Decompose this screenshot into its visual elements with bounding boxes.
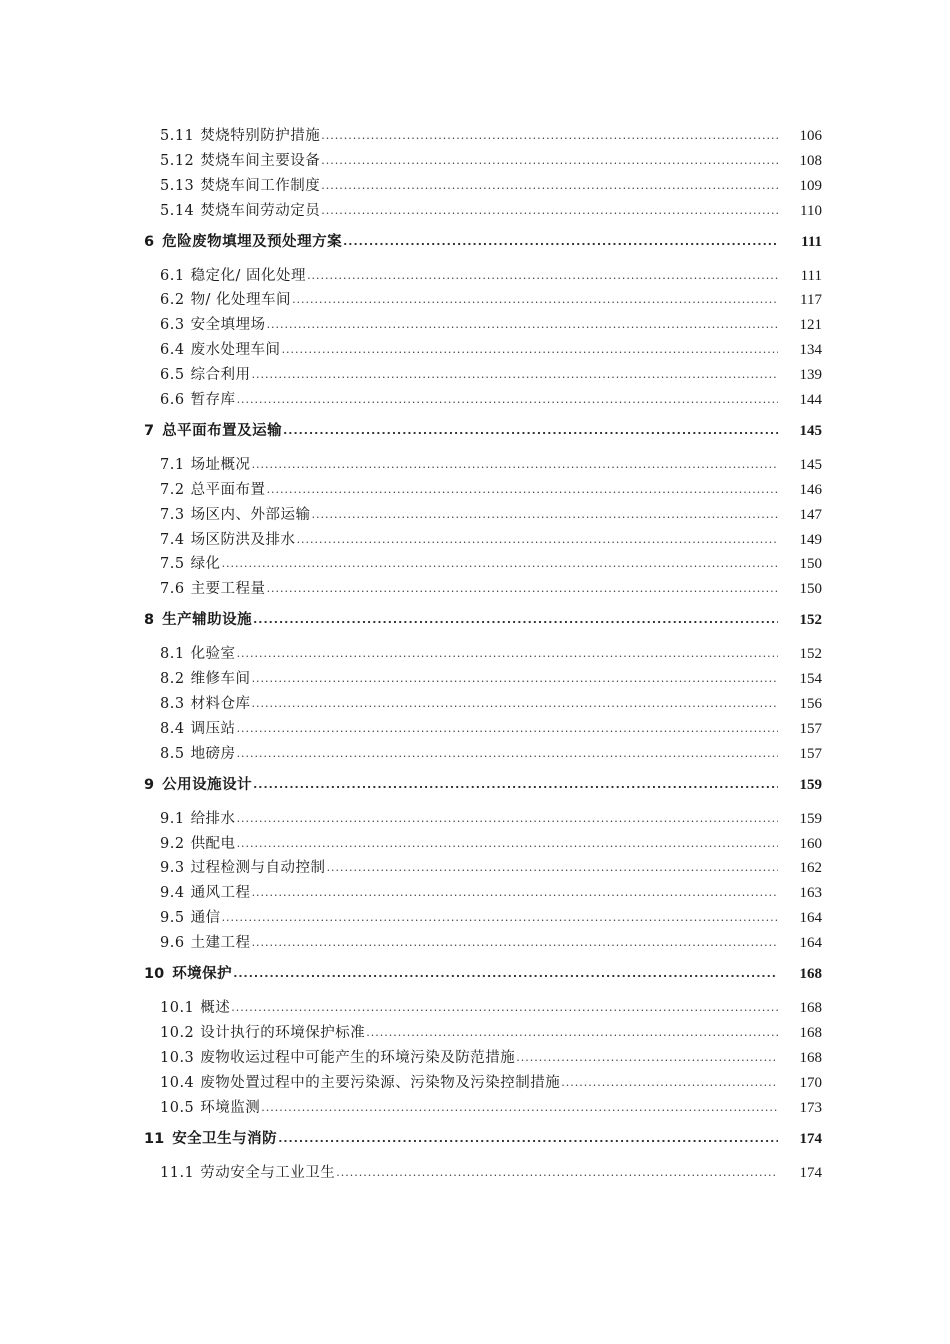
toc-subsection-entry[interactable] bbox=[144, 642, 822, 667]
toc-entry-title: 维修车间 bbox=[190, 671, 251, 688]
toc-entry-page-number: 164 bbox=[799, 935, 822, 952]
toc-entry-page-number: 108 bbox=[799, 152, 822, 169]
toc-entry-number: 10.3 bbox=[160, 1049, 195, 1066]
toc-subsection-entry[interactable] bbox=[144, 1021, 822, 1046]
dot-leader bbox=[278, 1128, 778, 1143]
toc-subsection-entry[interactable] bbox=[144, 453, 822, 478]
toc-entry-page-number: 144 bbox=[799, 392, 822, 409]
toc-entry-page-number: 170 bbox=[799, 1074, 822, 1091]
dot-leader bbox=[307, 265, 778, 280]
toc-entry-number: 8.5 bbox=[160, 745, 185, 762]
toc-entry-page-number: 152 bbox=[799, 646, 822, 663]
toc-entry-number: 10.1 bbox=[160, 1000, 195, 1017]
toc-entry-title: 场区防洪及排水 bbox=[190, 531, 296, 548]
toc-entry-title: 环境保护 bbox=[172, 966, 233, 983]
toc-entry-title: 化验室 bbox=[190, 646, 236, 663]
dot-leader bbox=[282, 340, 778, 355]
toc-entry-number: 8 bbox=[144, 612, 155, 629]
toc-entry-title: 给排水 bbox=[190, 810, 236, 827]
dot-leader bbox=[252, 694, 778, 709]
toc-entry-number: 7.3 bbox=[160, 506, 185, 523]
dot-leader bbox=[321, 126, 778, 141]
toc-subsection-entry[interactable] bbox=[144, 832, 822, 857]
dot-leader bbox=[297, 529, 778, 544]
toc-entry-title: 总平面布置及运输 bbox=[162, 422, 283, 439]
toc-entry-page-number: 147 bbox=[799, 506, 822, 523]
toc-entry-number: 9.3 bbox=[160, 860, 185, 877]
toc-entry-number: 9.2 bbox=[160, 835, 185, 852]
table-of-contents bbox=[144, 124, 822, 1185]
toc-entry-number: 5.14 bbox=[160, 202, 195, 219]
dot-leader bbox=[237, 644, 778, 659]
toc-section-entry[interactable] bbox=[144, 962, 822, 990]
dot-leader bbox=[237, 833, 778, 848]
toc-section-entry[interactable] bbox=[144, 1127, 822, 1155]
dot-leader bbox=[252, 883, 778, 898]
toc-subsection-entry[interactable] bbox=[144, 996, 822, 1021]
toc-entry-title: 暂存库 bbox=[190, 392, 236, 409]
toc-subsection-entry[interactable] bbox=[144, 363, 822, 388]
toc-entry-page-number: 110 bbox=[800, 202, 822, 219]
toc-entry-number: 11 bbox=[144, 1130, 165, 1147]
toc-subsection-entry[interactable] bbox=[144, 931, 822, 956]
toc-entry-page-number: 157 bbox=[799, 745, 822, 762]
toc-entry-title: 焚烧车间主要设备 bbox=[200, 152, 321, 169]
dot-leader bbox=[222, 554, 778, 569]
toc-section-entry[interactable] bbox=[144, 773, 822, 801]
toc-entry-page-number: 159 bbox=[799, 776, 822, 793]
toc-entry-title: 总平面布置 bbox=[190, 481, 266, 498]
toc-entry-page-number: 168 bbox=[799, 1000, 822, 1017]
toc-section-entry[interactable] bbox=[144, 419, 822, 447]
toc-entry-title: 综合利用 bbox=[190, 367, 251, 384]
toc-entry-page-number: 121 bbox=[799, 317, 822, 334]
toc-entry-number: 9.4 bbox=[160, 885, 185, 902]
toc-entry-page-number: 163 bbox=[799, 885, 822, 902]
toc-subsection-entry[interactable] bbox=[144, 174, 822, 199]
toc-entry-page-number: 173 bbox=[799, 1099, 822, 1116]
toc-entry-title: 废水处理车间 bbox=[190, 342, 281, 359]
toc-entry-page-number: 160 bbox=[799, 835, 822, 852]
toc-entry-number: 6 bbox=[144, 233, 155, 250]
dot-leader bbox=[233, 964, 778, 979]
toc-entry-title: 物/ 化处理车间 bbox=[190, 292, 292, 309]
toc-entry-title: 危险废物填埋及预处理方案 bbox=[162, 233, 343, 250]
dot-leader bbox=[321, 175, 778, 190]
toc-entry-title: 焚烧车间工作制度 bbox=[200, 177, 321, 194]
toc-entry-number: 10.5 bbox=[160, 1099, 195, 1116]
toc-subsection-entry[interactable] bbox=[144, 1071, 822, 1096]
toc-entry-page-number: 157 bbox=[799, 720, 822, 737]
toc-entry-title: 安全填埋场 bbox=[190, 317, 266, 334]
toc-subsection-entry[interactable] bbox=[144, 692, 822, 717]
toc-entry-title: 废物处置过程中的主要污染源、污染物及污染控制措施 bbox=[200, 1074, 561, 1091]
toc-subsection-entry[interactable] bbox=[144, 807, 822, 832]
toc-entry-page-number: 149 bbox=[799, 531, 822, 548]
toc-entry-title: 废物收运过程中可能产生的环境污染及防范措施 bbox=[200, 1049, 516, 1066]
dot-leader bbox=[231, 998, 778, 1013]
dot-leader bbox=[252, 933, 778, 948]
toc-subsection-entry[interactable] bbox=[144, 1096, 822, 1121]
toc-entry-number: 7 bbox=[144, 422, 155, 439]
toc-entry-number: 6.5 bbox=[160, 367, 185, 384]
toc-entry-number: 5.11 bbox=[160, 128, 195, 144]
toc-entry-page-number: 162 bbox=[799, 860, 822, 877]
toc-entry-page-number: 106 bbox=[799, 128, 822, 144]
toc-subsection-entry[interactable] bbox=[144, 1046, 822, 1071]
dot-leader bbox=[561, 1072, 778, 1087]
toc-entry-title: 概述 bbox=[200, 1000, 231, 1017]
dot-leader bbox=[252, 365, 778, 380]
dot-leader bbox=[267, 579, 778, 594]
toc-entry-page-number: 145 bbox=[799, 422, 822, 439]
toc-entry-title: 公用设施设计 bbox=[162, 776, 253, 793]
toc-entry-number: 7.4 bbox=[160, 531, 185, 548]
toc-entry-number: 10.4 bbox=[160, 1074, 195, 1091]
toc-entry-title: 环境监测 bbox=[200, 1099, 261, 1116]
toc-entry-page-number: 109 bbox=[799, 177, 822, 194]
toc-entry-page-number: 174 bbox=[799, 1130, 822, 1147]
toc-entry-page-number: 150 bbox=[799, 556, 822, 573]
toc-entry-page-number: 168 bbox=[799, 966, 822, 983]
toc-entry-page-number: 111 bbox=[800, 267, 822, 284]
dot-leader bbox=[292, 290, 778, 305]
toc-entry-number: 10.2 bbox=[160, 1024, 195, 1041]
toc-entry-title: 主要工程量 bbox=[190, 581, 266, 598]
toc-entry-page-number: 146 bbox=[799, 481, 822, 498]
toc-entry-title: 通信 bbox=[190, 910, 221, 927]
toc-entry-page-number: 145 bbox=[799, 456, 822, 473]
toc-entry-title: 材料仓库 bbox=[190, 696, 251, 713]
toc-subsection-entry[interactable] bbox=[144, 313, 822, 338]
toc-entry-title: 场址概况 bbox=[190, 456, 251, 473]
toc-entry-number: 6.4 bbox=[160, 342, 185, 359]
toc-entry-number: 9.1 bbox=[160, 810, 185, 827]
toc-subsection-entry[interactable] bbox=[144, 149, 822, 174]
toc-entry-page-number: 174 bbox=[799, 1164, 822, 1181]
dot-leader bbox=[237, 743, 778, 758]
dot-leader bbox=[237, 390, 778, 405]
toc-subsection-entry[interactable] bbox=[144, 338, 822, 363]
toc-subsection-entry[interactable] bbox=[144, 1161, 822, 1186]
toc-entry-number: 10 bbox=[144, 966, 165, 983]
toc-entry-page-number: 168 bbox=[799, 1049, 822, 1066]
toc-entry-title: 土建工程 bbox=[190, 935, 251, 952]
toc-entry-title: 绿化 bbox=[190, 556, 221, 573]
dot-leader bbox=[222, 908, 778, 923]
toc-entry-title: 调压站 bbox=[190, 720, 236, 737]
toc-entry-page-number: 152 bbox=[799, 612, 822, 629]
toc-entry-page-number: 111 bbox=[801, 233, 822, 250]
toc-entry-number: 9.5 bbox=[160, 910, 185, 927]
toc-entry-page-number: 164 bbox=[799, 910, 822, 927]
dot-leader bbox=[321, 150, 778, 165]
toc-subsection-entry[interactable] bbox=[144, 906, 822, 931]
toc-entry-page-number: 150 bbox=[799, 581, 822, 598]
toc-subsection-entry[interactable] bbox=[144, 388, 822, 413]
toc-subsection-entry[interactable] bbox=[144, 667, 822, 692]
toc-section-entry[interactable] bbox=[144, 230, 822, 258]
toc-entry-page-number: 156 bbox=[799, 696, 822, 713]
toc-subsection-entry[interactable] bbox=[144, 199, 822, 224]
dot-leader bbox=[261, 1097, 778, 1112]
toc-subsection-entry[interactable] bbox=[144, 124, 822, 149]
toc-entry-page-number: 139 bbox=[799, 367, 822, 384]
toc-entry-number: 7.1 bbox=[160, 456, 185, 473]
toc-entry-number: 8.4 bbox=[160, 720, 185, 737]
toc-entry-title: 地磅房 bbox=[190, 745, 236, 762]
toc-entry-number: 5.12 bbox=[160, 152, 195, 169]
toc-entry-number: 6.3 bbox=[160, 317, 185, 334]
toc-entry-title: 生产辅助设施 bbox=[162, 612, 253, 629]
dot-leader bbox=[336, 1162, 778, 1177]
toc-entry-number: 8.3 bbox=[160, 696, 185, 713]
dot-leader bbox=[283, 420, 778, 435]
dot-leader bbox=[312, 504, 778, 519]
dot-leader bbox=[237, 718, 778, 733]
toc-entry-title: 劳动安全与工业卫生 bbox=[200, 1164, 336, 1181]
dot-leader bbox=[516, 1047, 778, 1062]
dot-leader bbox=[252, 669, 778, 684]
toc-entry-number: 9.6 bbox=[160, 935, 185, 952]
toc-section-entry[interactable] bbox=[144, 608, 822, 636]
toc-subsection-entry[interactable] bbox=[144, 881, 822, 906]
toc-entry-title: 设计执行的环境保护标准 bbox=[200, 1024, 366, 1041]
toc-subsection-entry[interactable] bbox=[144, 577, 822, 602]
toc-subsection-entry[interactable] bbox=[144, 503, 822, 528]
toc-entry-number: 6.2 bbox=[160, 292, 185, 309]
dot-leader bbox=[237, 808, 778, 823]
toc-entry-number: 5.13 bbox=[160, 177, 195, 194]
toc-entry-page-number: 159 bbox=[799, 810, 822, 827]
toc-subsection-entry[interactable] bbox=[144, 288, 822, 313]
toc-entry-number: 6.1 bbox=[160, 267, 185, 284]
toc-entry-page-number: 134 bbox=[799, 342, 822, 359]
dot-leader bbox=[253, 774, 778, 789]
toc-entry-title: 焚烧特别防护措施 bbox=[200, 128, 321, 144]
dot-leader bbox=[267, 315, 778, 330]
toc-entry-title: 稳定化/ 固化处理 bbox=[190, 267, 307, 284]
toc-entry-title: 安全卫生与消防 bbox=[172, 1130, 278, 1147]
toc-entry-page-number: 168 bbox=[799, 1024, 822, 1041]
toc-entry-number: 8.2 bbox=[160, 671, 185, 688]
dot-leader bbox=[366, 1022, 778, 1037]
toc-subsection-entry[interactable] bbox=[144, 552, 822, 577]
toc-subsection-entry[interactable] bbox=[144, 856, 822, 881]
toc-subsection-entry[interactable] bbox=[144, 528, 822, 553]
dot-leader bbox=[343, 231, 778, 246]
toc-entry-title: 通风工程 bbox=[190, 885, 251, 902]
toc-subsection-entry[interactable] bbox=[144, 264, 822, 289]
toc-subsection-entry[interactable] bbox=[144, 478, 822, 503]
toc-entry-title: 过程检测与自动控制 bbox=[190, 860, 326, 877]
dot-leader bbox=[321, 200, 778, 215]
toc-entry-number: 11.1 bbox=[160, 1164, 195, 1181]
dot-leader bbox=[253, 610, 778, 625]
toc-subsection-entry[interactable] bbox=[144, 742, 822, 767]
toc-entry-page-number: 154 bbox=[799, 671, 822, 688]
toc-entry-title: 供配电 bbox=[190, 835, 236, 852]
toc-entry-title: 焚烧车间劳动定员 bbox=[200, 202, 321, 219]
toc-entry-number: 7.6 bbox=[160, 581, 185, 598]
toc-entry-page-number: 117 bbox=[800, 292, 822, 309]
toc-entry-title: 场区内、外部运输 bbox=[190, 506, 311, 523]
toc-entry-number: 8.1 bbox=[160, 646, 185, 663]
toc-entry-number: 6.6 bbox=[160, 392, 185, 409]
dot-leader bbox=[252, 454, 778, 469]
dot-leader bbox=[267, 479, 778, 494]
dot-leader bbox=[327, 858, 778, 873]
toc-subsection-entry[interactable] bbox=[144, 717, 822, 742]
toc-entry-number: 7.2 bbox=[160, 481, 185, 498]
toc-entry-number: 7.5 bbox=[160, 556, 185, 573]
toc-entry-number: 9 bbox=[144, 776, 155, 793]
